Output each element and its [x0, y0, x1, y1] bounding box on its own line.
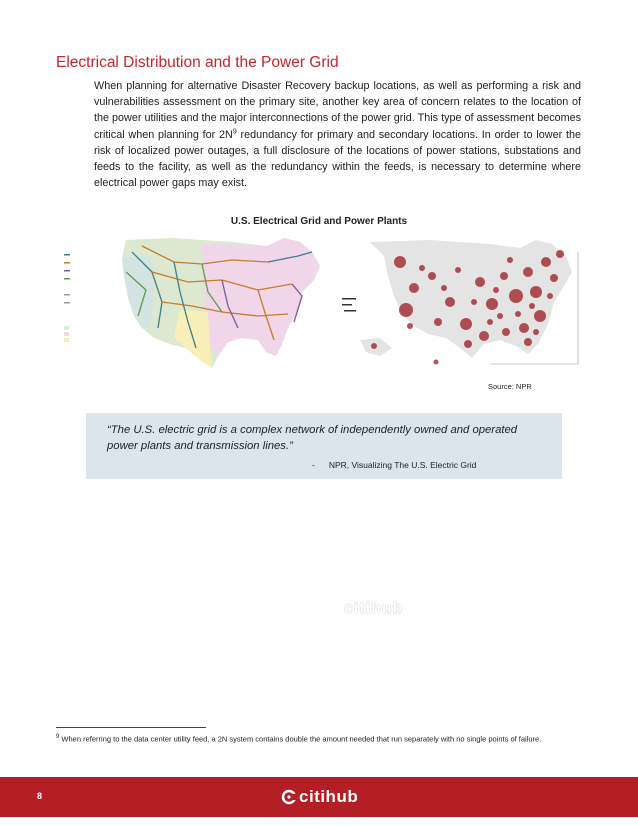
paragraph-text-2: redundancy for primary and secondary locations. In order to lower the risk of localized power outages, a full disclosure of the locations of power stations, substations and feeds to the facility, as well as the redundancy within the feeds, is necessary to determine where electrical power gaps may exist. [94, 128, 581, 190]
footnote-number: 9 [56, 734, 60, 740]
attribution-text: NPR, Visualizing The U.S. Electric Grid [328, 460, 477, 470]
figure-source: Source: NPR [488, 382, 532, 391]
watermark: citihub [344, 600, 404, 617]
figure-title: U.S. Electrical Grid and Power Plants [230, 216, 408, 227]
body-paragraph [94, 78, 581, 191]
citihub-logo-icon [281, 789, 297, 805]
power-plant-map-graphic [340, 232, 580, 380]
grid-map [62, 232, 340, 380]
quote-box [86, 413, 562, 479]
attribution-dash: - [312, 460, 315, 470]
brand-name: citihub [299, 787, 359, 806]
grid-map-graphic [62, 232, 340, 380]
footnote-reference: 9 [232, 128, 237, 136]
footnote-text: When referring to the data center utility feed, a 2N system contains double the amount needed that run separately with no single points of failure. [59, 734, 542, 744]
page-footer [0, 777, 638, 817]
power-plant-map [340, 232, 580, 380]
brand-logo [281, 785, 358, 809]
quote-text: “The U.S. electric grid is a complex network of independently owned and operated power plants and transmission lines.” [107, 424, 518, 452]
quote-attribution [312, 460, 476, 470]
footnote [56, 732, 580, 745]
paragraph-text-1: When planning for alternative Disaster Recovery backup locations, as well as performing a risk and vulnerabilities assessment on the primary site, another key area of concern relates to the location of the power utilities and the major interconnections of the power grid. This type of assessment becomes critical when planning for 2N [94, 80, 581, 141]
section-heading: Electrical Distribution and the Power Grid [56, 54, 339, 71]
footnote-divider [56, 727, 206, 728]
page-number: 8 [37, 791, 43, 801]
